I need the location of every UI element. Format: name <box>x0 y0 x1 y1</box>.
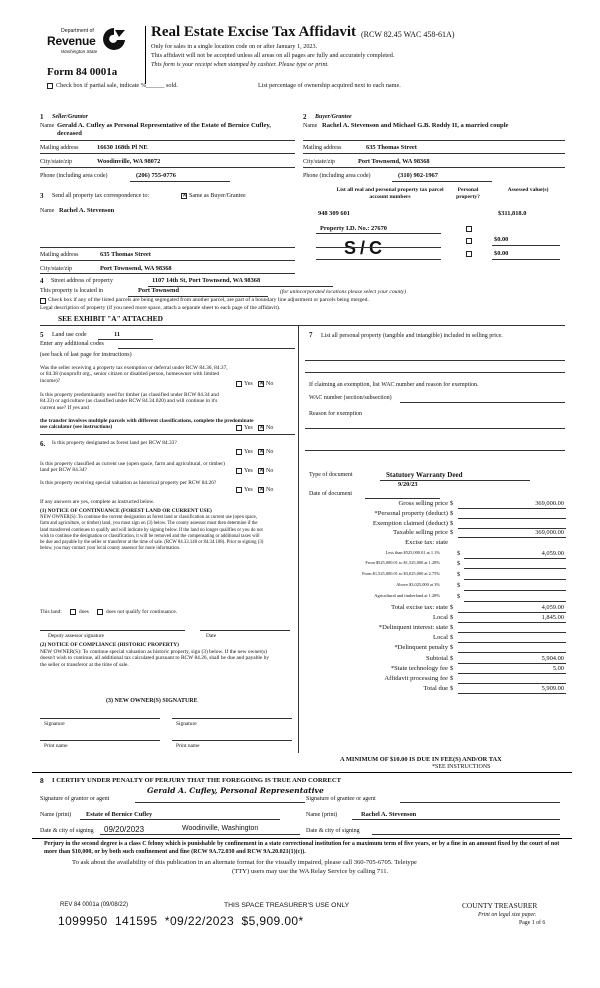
seller-phone-value[interactable]: (206) 755-0776 <box>136 172 176 179</box>
notice1-body: NEW OWNER(S): To continue the current designation as forest land or classification as current use (open space, farm and agriculture, or timber) land, you must sign on (3) below. The county assessor must then determine if the land transferred continues to qualify and will indicate by signing below. If the land no longer qualifies or you do not wish to continue the designation or classification, it will be removed and the compensating or additional taxes will be due and payable by the seller or transferor at the time of sale. (RCW 84.33.140 or 84.34.108). Prior to signing (3) below, you may contact your local county assessor for more information. <box>40 515 264 552</box>
header-sub1: Only for sales in a single location code on or after January 1, 2023. <box>151 43 318 50</box>
grantee-date-city-label: Date & city of signing <box>306 828 360 834</box>
s6-q2-no-label: No <box>266 468 274 474</box>
parcel-assessed[interactable]: $311,818.0 <box>498 210 527 217</box>
section-7-number: 7 <box>309 331 313 339</box>
seller-name-label: Name <box>40 123 55 129</box>
tax-row-label: *State technology fee <box>390 664 448 672</box>
see-back-label: (see back of last page for instructions) <box>40 352 132 358</box>
s5-q2-yes-checkbox[interactable] <box>236 425 242 431</box>
notice1-title: (1) NOTICE OF CONTINUANCE (FOREST LAND OR CURRENT USE) <box>40 508 212 514</box>
rule <box>305 360 565 361</box>
header-sub3: This form is your receipt when stamped by cashier. Please type or print. <box>151 61 329 68</box>
legal-size-note: Print on legal size paper. <box>478 912 537 918</box>
form-title-ref: (RCW 82.45 WAC 458-61A) <box>361 30 455 39</box>
property-id[interactable]: Property I.D. No.: 27670 <box>320 225 387 232</box>
rule <box>40 325 565 326</box>
section3-name-value[interactable]: Rachel A. Stevenson <box>59 207 115 214</box>
s6-q3-no-label: No <box>266 487 274 493</box>
buyer-phone-value[interactable]: (310) 902-1967 <box>398 172 438 179</box>
tax-row-label: Total due <box>423 685 448 693</box>
unincorporated-note: (for unincorporated locations please select your county) <box>280 289 407 295</box>
rule <box>352 819 560 820</box>
tax-row-currency: $ <box>450 654 454 662</box>
s5-question-2: Is this property predominantly used for timber (as classified under RCW 84.34 and 84.33) or agriculture (as classified under RCW 84.34.020) and will continue in it's current use? If yes and <box>40 392 219 411</box>
section3-city-value[interactable]: Port Townsend, WA 98368 <box>100 265 172 272</box>
exemption-reason-label: Reason for exemption <box>309 411 362 417</box>
rule <box>40 740 160 741</box>
treasurer-use-label: THIS SPACE TREASURER'S USE ONLY <box>224 902 350 909</box>
this-land-label: This land: <box>40 609 62 615</box>
grantee-name-label: Name (print) <box>306 812 338 818</box>
tax-row-value[interactable]: 5.00 <box>552 664 564 672</box>
s6-q3-yes-label: Yes <box>244 487 253 493</box>
tax-row-rule <box>458 642 566 643</box>
tax-row-value[interactable]: 5,909.00 <box>541 685 564 693</box>
s5-q1-no-checkbox[interactable]: ✕ <box>259 381 265 387</box>
buyer-phone-label: Phone (including area code) <box>303 173 371 179</box>
parcel-col1-header: List all real and personal property tax parcel account numbers <box>336 187 444 200</box>
same-as-buyer-label: Same as Buyer/Grantee <box>189 193 246 199</box>
s6-question-3: Is this property receiving special valuation as historical property per RCW 84.26? <box>40 480 217 486</box>
bracket-rule <box>464 590 566 591</box>
tax-row-value[interactable]: 4,059.00 <box>541 603 564 611</box>
rule <box>100 834 300 835</box>
tax-row-label: *Personal property (deduct) <box>374 509 448 517</box>
additional-codes-label: Enter any additional codes <box>40 341 104 347</box>
bracket-label: From $525,000.01 to $1,525,000 at 1.28% <box>365 560 440 566</box>
tax-row-label: Total excise tax: state <box>391 603 448 611</box>
grantor-signature-label: Signature of grantor or agent <box>40 796 110 802</box>
grantor-date-value[interactable]: 09/20/2023 <box>104 825 145 834</box>
tax-row-rule <box>458 537 566 538</box>
bracket-currency: $ <box>457 581 461 589</box>
see-instructions-note: *SEE INSTRUCTIONS <box>432 764 491 770</box>
tax-row-currency: $ <box>450 685 454 693</box>
parcel-col2-header: Personal property? <box>456 187 480 200</box>
tax-row-label: *Delinquent interest: state <box>378 623 448 631</box>
section3-name-label: Name <box>40 208 55 214</box>
personal-property-checkbox-1[interactable] <box>466 226 472 232</box>
header-divider <box>145 26 146 84</box>
tax-row-currency: $ <box>450 519 454 527</box>
rule <box>40 434 295 435</box>
form-title: Real Estate Excise Tax Affidavit <box>151 24 356 40</box>
s5-q2-no-checkbox[interactable]: ✕ <box>259 425 265 431</box>
grantor-city-value[interactable]: Woodinville, Washington <box>182 825 259 832</box>
rule <box>303 140 565 141</box>
tax-row-label: Local <box>432 613 448 621</box>
s6-q1-yes-label: Yes <box>244 449 253 455</box>
rule <box>492 245 560 246</box>
seller-name-value[interactable]: Gerald A. Cufley as Personal Representative of the Estate of Bernice Cufley, deceased <box>57 122 271 137</box>
tax-row-label: Affidavit processing fee <box>384 674 448 682</box>
rule <box>303 167 565 168</box>
rule <box>32 772 572 773</box>
grantor-signature[interactable]: Gerald A. Cufley, Personal Representative <box>147 786 324 795</box>
dor-swoosh-icon <box>101 27 127 51</box>
rule <box>40 273 295 274</box>
cashier-stamp: 1099950 141595 *09/22/2023 $5,909.00* <box>58 914 304 928</box>
bracket-label: From $1,525,000.01 to $3,025,000 at 2.75% <box>362 571 440 577</box>
wac-number-label: WAC number (section/subsection) <box>309 395 392 401</box>
buyer-name-label: Name <box>303 123 318 129</box>
certify-statement: I CERTIFY UNDER PENALTY OF PERJURY THAT THE FOREGOING IS TRUE AND CORRECT <box>52 777 341 784</box>
seller-mailing-label: Mailing address <box>40 145 79 151</box>
notice2-title: (2) NOTICE OF COMPLIANCE (HISTORIC PROPERTY) <box>40 642 179 648</box>
column-divider <box>298 325 299 753</box>
tax-row-currency: $ <box>450 500 454 507</box>
rule <box>316 259 441 260</box>
partial-sale-checkbox[interactable] <box>47 83 53 89</box>
tax-row-rule <box>458 508 566 509</box>
tax-row-currency: $ <box>450 529 454 537</box>
rule <box>305 428 565 429</box>
section3-text: Send all property tax correspondence to: <box>52 193 150 199</box>
revision-code: REV 84 0001a (09/08/22) <box>60 902 129 908</box>
segregated-checkbox[interactable] <box>40 298 46 304</box>
bracket-value[interactable]: 4,059.00 <box>541 549 564 557</box>
bracket-label: Less than $525,000.01 at 1.1% <box>385 549 440 555</box>
rule <box>316 233 441 234</box>
tax-row-label: Gross selling price <box>398 500 448 507</box>
located-value[interactable]: Port Townsend <box>138 287 180 294</box>
s6-q2-yes-checkbox[interactable] <box>236 468 242 474</box>
document-date-value[interactable]: 9/20/23 <box>398 481 418 488</box>
land-use-value[interactable]: 11 <box>114 331 121 338</box>
county-treasurer-label: COUNTY TREASURER <box>462 901 538 910</box>
rule <box>365 498 440 499</box>
land-does-label: does <box>79 609 89 615</box>
grantor-name-label: Name (print) <box>40 812 72 818</box>
section3-mailing-label: Mailing address <box>40 252 79 258</box>
rule <box>305 372 565 373</box>
seller-city-label: City/state/zip <box>40 159 72 165</box>
s6-q1-no-label: No <box>266 449 274 455</box>
section7-text: List all personal property (tangible and intangible) included in selling price. <box>321 333 503 339</box>
s6-q3-no-checkbox[interactable]: ✕ <box>259 487 265 493</box>
buyer-heading: Buyer/Grantee <box>315 114 352 120</box>
tax-row-rule <box>458 518 566 519</box>
ownership-note: List percentage of ownership acquired next to each name. <box>258 82 401 89</box>
rule <box>80 819 280 820</box>
bracket-rule <box>464 558 566 559</box>
minimum-due-note: A MINIMUM OF $10.00 IS DUE IN FEE(S) AND/OR TAX <box>340 756 502 763</box>
owner-print-name-label-1: Print name <box>44 743 68 749</box>
tax-row-currency: $ <box>450 623 454 631</box>
s6-q1-yes-checkbox[interactable] <box>236 449 242 455</box>
section-6-number: 6. <box>40 440 46 448</box>
rule <box>40 260 295 261</box>
bracket-label: Agricultural and timberland at 1.28% <box>374 592 440 598</box>
tax-row-rule <box>458 632 566 633</box>
deputy-signature-label: Deputy assessor signature <box>48 633 104 639</box>
tax-row-label: Excise tax: state <box>405 539 448 547</box>
form-number: Form 84 0001a <box>47 66 118 78</box>
personal-property-checkbox-3[interactable] <box>466 251 472 257</box>
buyer-city-value[interactable]: Port Townsend, WA 98368 <box>358 158 430 165</box>
tax-row-rule <box>458 612 566 613</box>
land-does-not-label: does not qualify for continuance. <box>106 609 178 615</box>
new-owner-signature-title: (3) NEW OWNER(S) SIGNATURE <box>106 698 198 704</box>
street-label: Street address of property <box>51 278 113 284</box>
dept-line1: Department of <box>61 28 94 34</box>
rule <box>40 153 295 154</box>
tax-row-currency: $ <box>450 603 454 611</box>
rule <box>400 802 560 803</box>
section3-mailing-value[interactable]: 635 Thomas Street <box>100 251 151 258</box>
s6-q1-no-checkbox[interactable]: ✕ <box>259 449 265 455</box>
tax-row-label: Exemption claimed (deduct) <box>372 519 448 527</box>
rule <box>400 402 565 403</box>
bracket-rule <box>464 601 566 602</box>
tax-row-value[interactable]: 5,904.00 <box>541 654 564 662</box>
buyer-city-label: City/state/zip <box>303 159 335 165</box>
tax-row-rule <box>458 683 566 684</box>
dor-logo <box>47 26 132 64</box>
s5-q2-yes-label: Yes <box>244 425 253 431</box>
located-label: This property is located in <box>40 288 103 294</box>
section-8-number: 8 <box>40 776 44 785</box>
claim-exemption-label: If claiming an exemption, list WAC number and reason for exemption. <box>309 382 479 388</box>
section-2-number: 2 <box>303 113 307 121</box>
buyer-mailing-label: Mailing address <box>303 145 342 151</box>
s6-q3-yes-checkbox[interactable] <box>236 487 242 493</box>
tax-row-rule <box>458 673 566 674</box>
seller-phone-label: Phone (including area code) <box>40 173 108 179</box>
rule <box>98 339 153 340</box>
s5-question-2b: the transfer involves multiple parcels with different classifications, complete the predominate use calculator (see instructions) <box>40 418 254 431</box>
land-does-checkbox[interactable] <box>70 609 76 615</box>
rule <box>40 718 160 719</box>
rule <box>305 450 565 451</box>
bracket-currency: $ <box>457 592 461 600</box>
buyer-name-value[interactable]: Rachel A. Stevenson and Michael G.B. Roddy II, a married couple <box>322 122 509 129</box>
tax-row-currency: $ <box>450 509 454 517</box>
tax-row-rule <box>458 693 566 694</box>
tax-computation <box>300 500 570 770</box>
owner-signature-label-2: Signature <box>176 721 197 727</box>
tax-row-currency: $ <box>450 613 454 621</box>
land-use-label: Land use code <box>52 332 87 338</box>
rule <box>130 181 230 182</box>
s6-question-2: Is this property classified as current use (open space, farm and agricultural, or timber) land per RCW 84.34? <box>40 461 225 474</box>
document-date-label: Date of document <box>309 491 352 497</box>
accessibility-note-1: To ask about the availability of this publication in an alternate format for the visually impaired, please call 360-705-6705. Teletype <box>72 859 417 866</box>
rule <box>492 259 560 260</box>
segregated-label: Check box if any of the listed parcels are being segregated from another parcel, are part of a boundary line adjustment or parcels being merged. <box>48 297 369 303</box>
s6-question-1: Is this property designated as forest land per RCW 84.33? <box>52 440 177 446</box>
tax-row-label: Local <box>432 634 448 642</box>
tax-row-label: Taxable selling price <box>393 529 448 537</box>
s5-q1-yes-label: Yes <box>244 381 253 387</box>
sc-handwritten-mark: S/C <box>344 238 387 258</box>
tax-row-label: *Delinquent penalty <box>394 644 448 652</box>
section-1-number: 1 <box>40 113 44 121</box>
partial-sale-label: Check box if partial sale, indicate %______ sold. <box>56 82 178 89</box>
tax-row-rule <box>458 622 566 623</box>
seller-heading: Seller/Grantor <box>52 114 89 120</box>
rule <box>32 838 572 839</box>
rule <box>40 140 295 141</box>
perjury-notice: Perjury in the second degree is a class C felony which is punishable by confinement in a state correctional institution for a maximum term of five years, or by a fine in an amount fixed by the court of not more than $10,000, or by both such confinement and fine (RCW 9A.72.030 and RCW 9A.20.021(1)(c)). <box>44 841 560 855</box>
grantee-signature-label: Signature of grantee or agent <box>306 796 376 802</box>
tax-row-currency: $ <box>450 664 454 672</box>
parcel-col3-header: Assessed value(s) <box>507 187 549 193</box>
s5-q1-yes-checkbox[interactable] <box>236 381 242 387</box>
s6-if-any: If any answers are yes, complete as instructed below. <box>40 499 155 505</box>
bracket-label: Above $3,025,000 at 3% <box>396 581 440 587</box>
parcel-zero-1[interactable]: $0.00 <box>494 236 509 243</box>
buyer-mailing-value[interactable]: 635 Thomas Street <box>366 144 417 151</box>
seller-city-value[interactable]: Woodinville, WA 98072 <box>97 158 161 165</box>
tax-row-value[interactable]: 1,845.00 <box>541 613 564 621</box>
street-value[interactable]: 1107 14th St, Port Townsend, WA 98368 <box>152 277 261 284</box>
section-5-number: 5 <box>40 331 44 339</box>
owner-signature-label-1: Signature <box>44 721 65 727</box>
tax-row-label: Subtotal <box>426 654 448 662</box>
rule <box>200 630 290 631</box>
tax-row-currency: $ <box>450 634 454 642</box>
rule <box>40 167 295 168</box>
dept-line3: Washington State <box>61 49 98 54</box>
deputy-date-label: Date <box>206 633 217 639</box>
s6-q2-yes-label: Yes <box>244 468 253 474</box>
rule <box>172 740 292 741</box>
rule <box>135 802 305 803</box>
owner-print-name-label-2: Print name <box>176 743 200 749</box>
same-as-buyer-checkbox[interactable]: ✕ <box>182 193 188 199</box>
tax-row-currency: $ <box>450 674 454 682</box>
bracket-currency: $ <box>457 571 461 579</box>
grantor-date-city-label: Date & city of signing <box>40 828 94 834</box>
s5-q2-no-label: No <box>266 425 274 431</box>
section-4-number: 4 <box>40 277 44 285</box>
rule <box>40 630 185 631</box>
parcel-number[interactable]: 948 309 601 <box>318 210 350 217</box>
land-does-not-checkbox[interactable] <box>97 609 103 615</box>
page-number: Page 1 of 6 <box>519 920 546 926</box>
accessibility-note-2: (TTY) users may use the WA Relay Service by calling 711. <box>232 868 389 875</box>
s5-question-1: Was the seller receiving a property tax exemption or deferral under RCW 84.36, 84.37, or 84.38 (nonprofit org., senior citizen or disabled person, homeowner with limited income)? <box>40 365 228 384</box>
rule <box>118 348 295 349</box>
legal-description-label: Legal description of property (if you need more space, attach a separate sheet to each page of the affidavit). <box>40 305 281 311</box>
rule <box>316 247 441 248</box>
grantee-name-value[interactable]: Rachel A. Stevenson <box>361 811 417 818</box>
tax-row-value[interactable]: 369,000.00 <box>535 529 564 537</box>
tax-row-value[interactable]: 369,000.00 <box>535 500 564 507</box>
tax-row-currency: $ <box>450 644 454 652</box>
parcel-zero-2[interactable]: $0.00 <box>494 250 509 257</box>
notice2-body: NEW OWNER(S): To continue special valuation as historic property, sign (3) below. If the new owner(s) doesn't wish to continue, all additional tax calculated pursuant to RCW 84.26, shall be due and payable by the seller or transferor at the time of sale. <box>40 649 270 668</box>
document-type-value[interactable]: Statutory Warranty Deed <box>386 471 463 479</box>
rule <box>303 153 565 154</box>
rule <box>372 834 560 835</box>
s5-q1-no-label: No <box>266 381 274 387</box>
section3-city-label: City/state/zip <box>40 266 72 272</box>
dept-line2: Revenue <box>47 34 96 48</box>
header-sub2: This affidavit will not be accepted unless all areas on all pages are fully and accurately completed. <box>151 52 395 59</box>
rule <box>40 247 295 248</box>
personal-property-checkbox-2[interactable] <box>466 238 472 244</box>
tax-row-rule <box>458 652 566 653</box>
rule <box>392 181 492 182</box>
bracket-currency: $ <box>457 549 461 557</box>
section-3-number: 3 <box>40 192 44 200</box>
s6-q2-no-checkbox[interactable]: ✕ <box>259 468 265 474</box>
seller-mailing-value[interactable]: 16630 168th Pl NE <box>97 144 148 151</box>
rule <box>172 718 292 719</box>
document-type-label: Type of document <box>309 472 353 478</box>
bracket-rule <box>464 568 566 569</box>
bracket-currency: $ <box>457 560 461 568</box>
tax-row-rule <box>458 663 566 664</box>
bracket-rule <box>464 579 566 580</box>
grantor-name-value[interactable]: Estate of Bernice Cufley <box>86 811 153 818</box>
see-exhibit: SEE EXHIBIT "A" ATTACHED <box>58 314 163 323</box>
